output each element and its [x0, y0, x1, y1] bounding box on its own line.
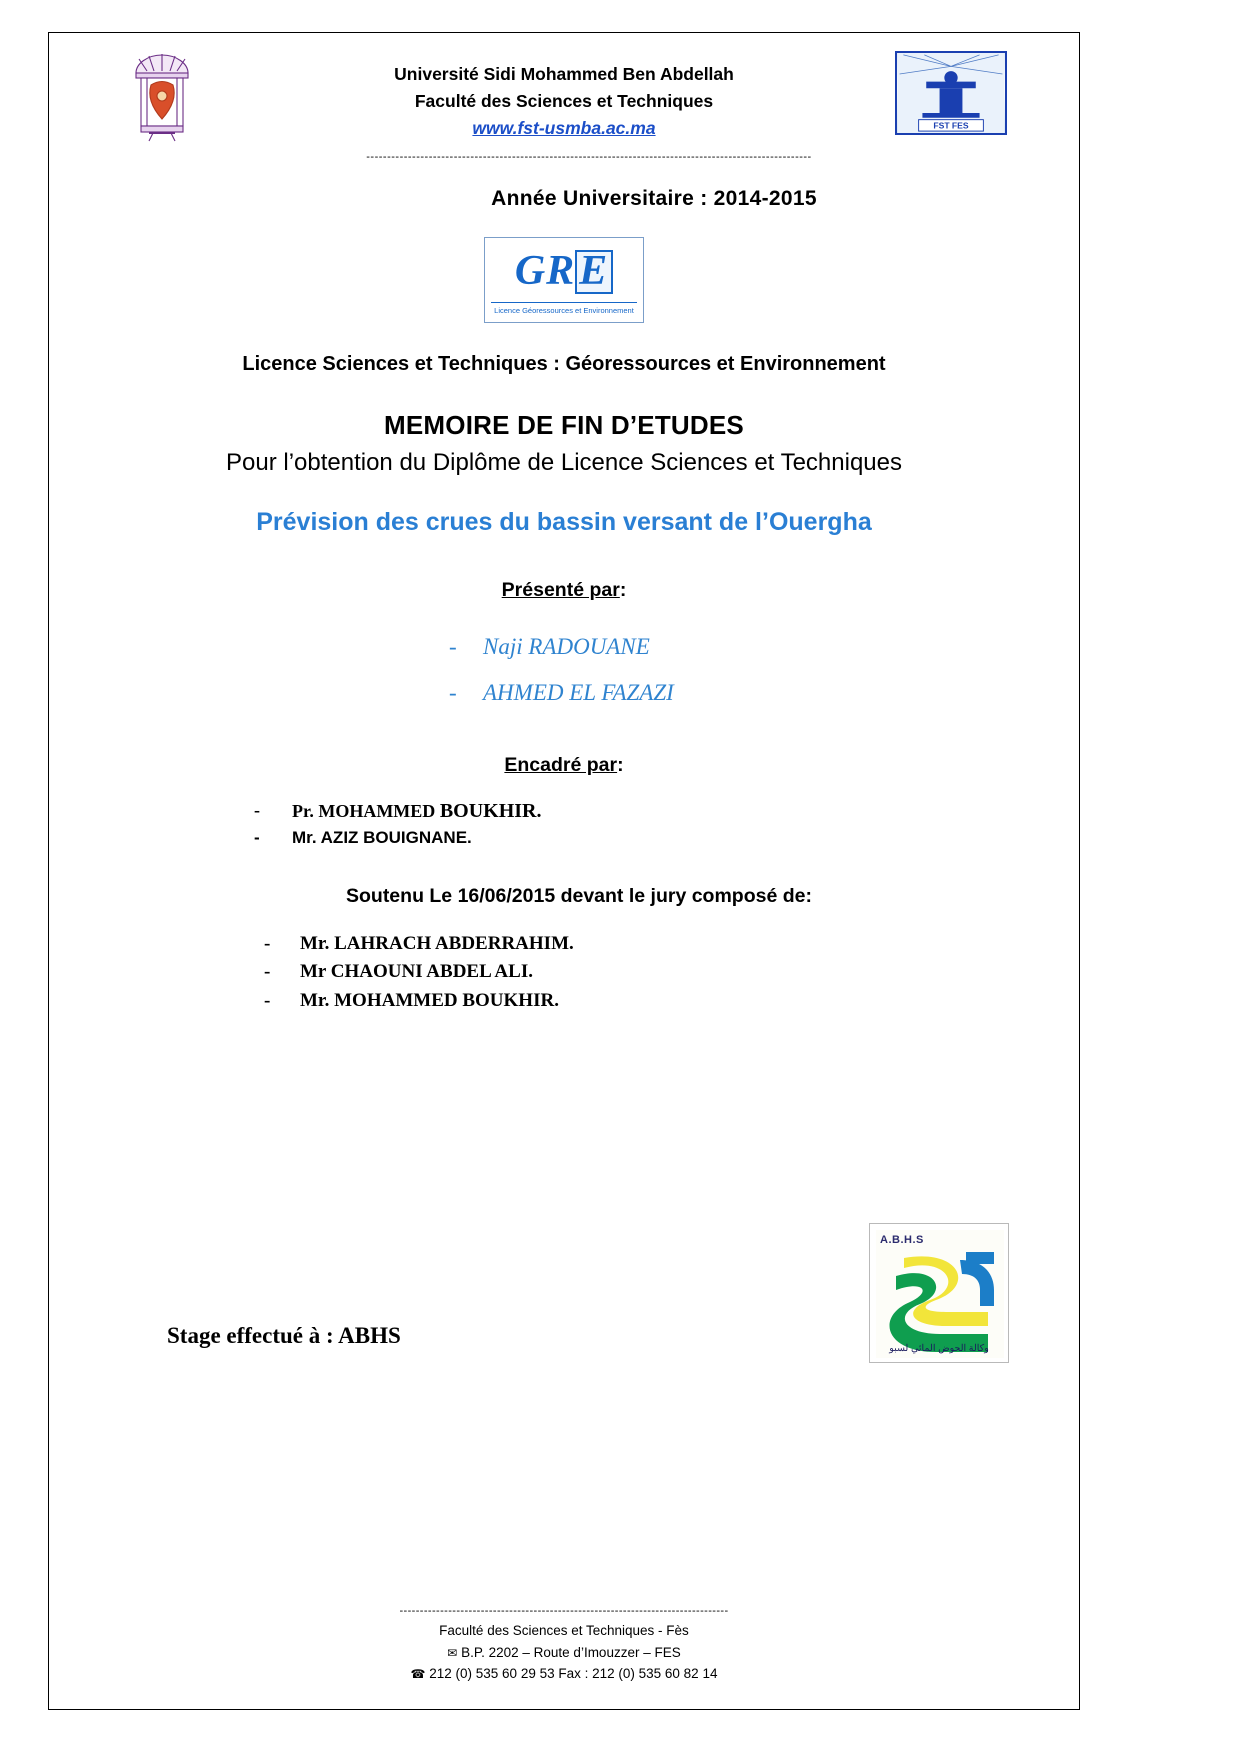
footer-rule: ---------------------------------------------------------------------------------	[399, 1604, 729, 1617]
list-item	[449, 670, 1079, 716]
abhs-arabic-name: وكالة الحوض المائي لسبو	[889, 1343, 989, 1354]
footer-phone: 212 (0) 535 60 29 53 Fax : 212 (0) 535 60 82 14	[429, 1666, 718, 1682]
page-footer	[49, 1603, 1079, 1685]
gre-logo	[484, 237, 644, 323]
document-purpose: Pour l’obtention du Diplôme de Licence Sciences et Techniques	[226, 449, 902, 476]
bullet-dash-icon: -	[264, 989, 271, 1011]
gre-logo-subtitle: Licence Géoressources et Environnement	[491, 302, 637, 315]
fst-fes-logo	[895, 51, 1007, 135]
jury-list	[49, 930, 1079, 1016]
list-item	[254, 797, 1079, 826]
supervised-by-text: Encadré par	[504, 754, 618, 777]
list-item	[264, 987, 1079, 1016]
supervisor-surname: BOUKHIR.	[439, 800, 542, 823]
gre-logo-letters	[485, 247, 643, 295]
list-item	[264, 958, 1079, 987]
supervised-by-colon: :	[617, 754, 624, 777]
page-header	[49, 33, 1079, 163]
jury-member: Mr. LAHRACH ABDERRAHIM.	[300, 932, 574, 954]
header-rule: -----------------------------------------------------------------------------------------------------------	[366, 151, 812, 163]
program-line: Licence Sciences et Techniques : Géoressources et Environnement	[242, 353, 886, 375]
supervisor-name: Mr. AZIZ BOUIGNANE.	[292, 828, 472, 848]
document-page	[48, 32, 1080, 1710]
author-name: Naji RADOUANE	[483, 634, 650, 660]
mail-icon: ✉	[447, 1645, 458, 1660]
bullet-dash-icon: -	[449, 634, 457, 660]
list-item	[264, 930, 1079, 959]
thesis-title: Prévision des crues du bassin versant de l’Ouergha	[256, 508, 872, 537]
university-name: Université Sidi Mohammed Ben Abdellah	[394, 64, 734, 84]
document-type: MEMOIRE DE FIN D’ETUDES	[384, 410, 744, 440]
abhs-title: A.B.H.S	[880, 1234, 924, 1246]
defense-line: Soutenu Le 16/06/2015 devant le jury composé de:	[345, 884, 812, 907]
bullet-dash-icon: -	[254, 800, 260, 821]
gre-boxed-letter: E	[575, 250, 613, 294]
presented-by-colon: :	[619, 579, 627, 602]
authors-list	[49, 624, 1079, 716]
list-item	[449, 624, 1079, 670]
faculty-website-link[interactable]: www.fst-usmba.ac.ma	[472, 118, 656, 139]
list-item	[254, 826, 1079, 851]
footer-faculty: Faculté des Sciences et Techniques - Fès	[439, 1623, 689, 1639]
abhs-logo-graphic	[876, 1230, 1002, 1356]
presented-by-text: Présenté par	[501, 579, 620, 602]
faculty-name: Faculté des Sciences et Techniques	[414, 91, 714, 112]
supervised-by-label	[49, 754, 1079, 777]
abhs-logo	[869, 1223, 1009, 1363]
phone-icon: ☎	[410, 1667, 426, 1682]
svg-text:FST FES: FST FES	[933, 120, 969, 131]
academic-year: Année Universitaire : 2014-2015	[491, 187, 817, 210]
jury-member: Mr CHAOUNI ABDEL ALI.	[300, 961, 533, 983]
gre-logo-wrapper	[49, 237, 1079, 323]
footer-phone-row	[49, 1663, 1079, 1685]
bullet-dash-icon: -	[264, 961, 271, 983]
internship-line: Stage effectué à : ABHS	[167, 1323, 401, 1348]
author-name: AHMED EL FAZAZI	[483, 680, 674, 706]
supervisor-prefix: Pr. MOHAMMED	[292, 801, 440, 822]
footer-address-row	[49, 1642, 1079, 1664]
bullet-dash-icon: -	[264, 932, 271, 954]
presented-by-label	[49, 579, 1079, 602]
jury-member: Mr. MOHAMMED BOUKHIR.	[300, 989, 559, 1011]
bullet-dash-icon: -	[254, 828, 260, 848]
supervisors-list	[49, 797, 1079, 851]
supervisor-name	[292, 797, 542, 826]
footer-address: B.P. 2202 – Route d’Imouzzer – FES	[461, 1644, 681, 1660]
bullet-dash-icon: -	[449, 680, 457, 706]
gre-letters: GR	[514, 248, 576, 294]
